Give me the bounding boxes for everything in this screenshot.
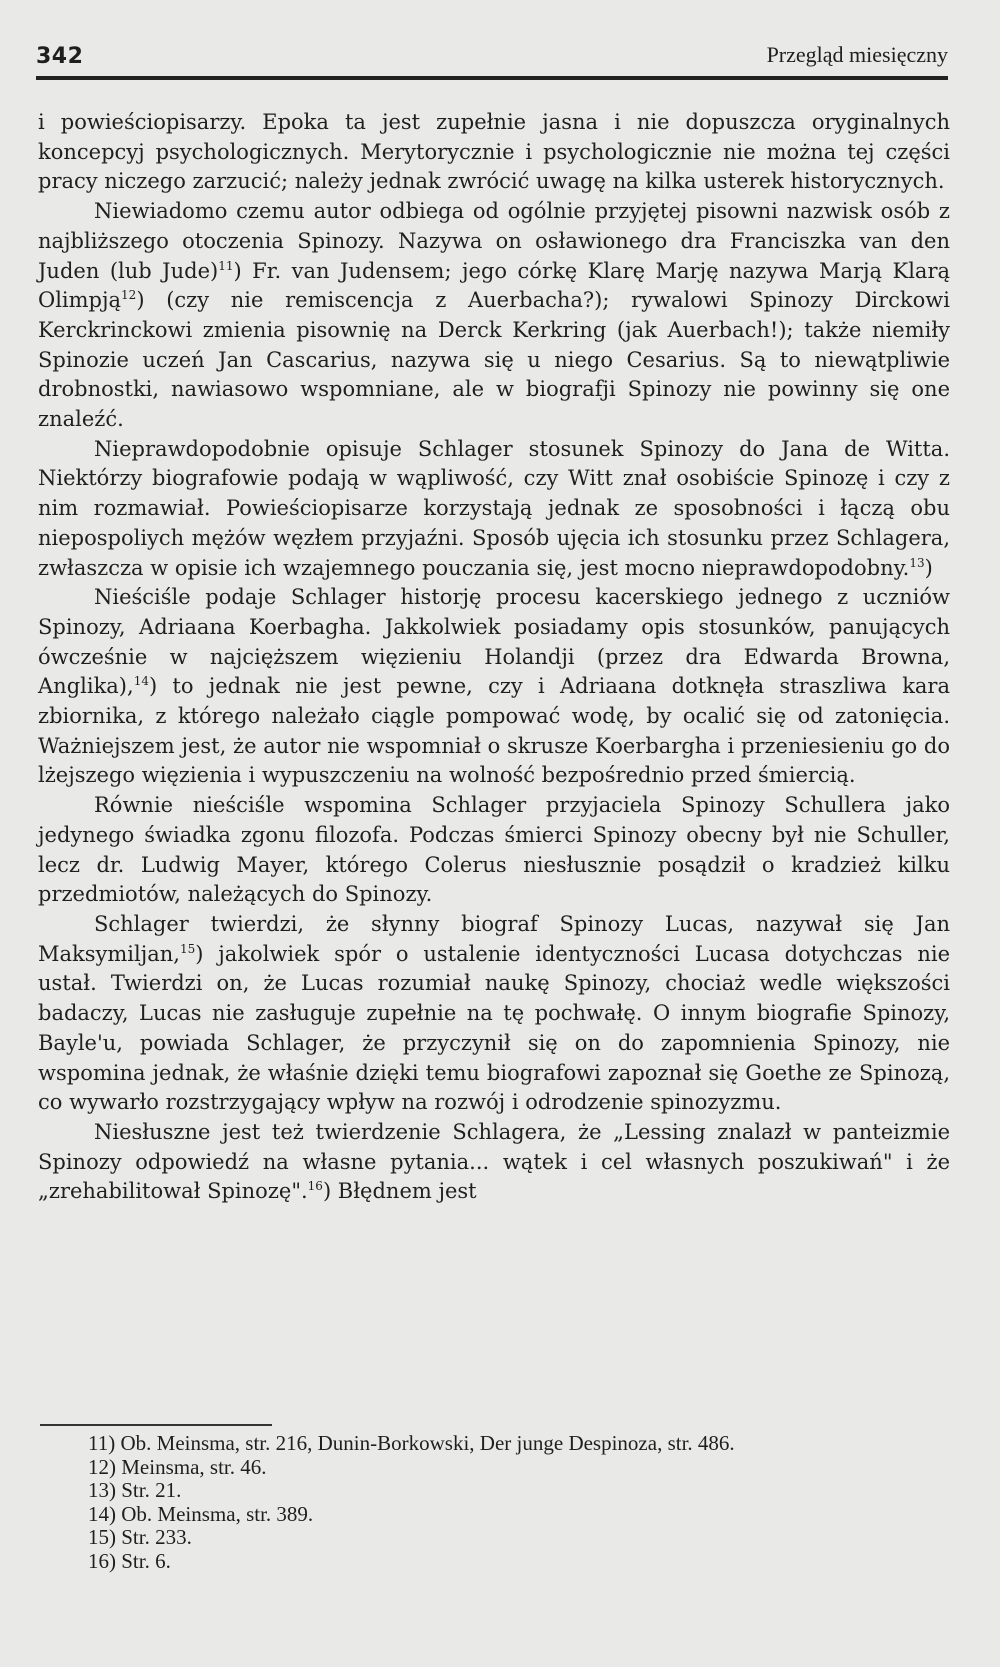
page-header (36, 40, 948, 74)
footnote-ref: 16 (307, 1179, 323, 1194)
footnote-text: ) Meinsma, str. 46. (109, 1454, 267, 1479)
paragraph-text: Niewiadomo czemu autor odbiega od ogólnie przyjętej pisowni nazwisk osób z najbliższego otoczenia Spinozy. Nazywa on osławionego dra Franciszka van den Juden (lub Jude) (38, 199, 950, 283)
footnote (38, 1432, 950, 1456)
footnote-ref: 13 (909, 555, 925, 570)
footnote (38, 1479, 950, 1503)
paragraph-text: ) jakolwiek spór o ustalenie identyczności Lucasa dotychczas nie ustał. Twierdzi on, że Lucas rozumiał naukę Spinozy, chociaż wedle większości badaczy, Lucas nie zasługuje zupełnie na tę pochwałę. O innym biografie Spinozy, Bayle'u, powiada Schlager, że przyczynił się on do zapomnienia Spinozy, nie wspomina jednak, że właśnie dzięki temu biografowi zapoznał się Goethe ze Spinozą, co wywarło rozstrzygający wpływ na rozwój i odrodzenie spinozyzmu. (38, 941, 950, 1115)
paragraph (38, 1118, 950, 1207)
paragraph-text: Nieprawdopodobnie opisuje Schlager stosunek Spinozy do Jana de Witta. Niektórzy biografowie podają w wąpliwość, czy Witt znał osobiście Spinozę i czy z nim rozmawiał. Powieściopisarze korzystają jednak ze sposobności i łączą obu niepospoliych mężów węzłem przyjaźni. Sposób ujęcia ich stosunku przez Schlagera, zwłaszcza w opisie ich wzajemnego pouczania się, jest mocno nieprawdopodobny. (38, 436, 950, 580)
paragraph (38, 108, 950, 197)
footnote-number: 16 (88, 1548, 109, 1573)
footnote-text: ) Str. 21. (109, 1478, 182, 1502)
footnote-ref: 15 (179, 941, 196, 956)
paragraph-text: Niesłuszne jest też twierdzenie Schlagera, że „Lessing znalazł w panteizmie Spinozy odpowiedź na własne pytania... wątek i cel własnych poszukiwań" i że „zrehabilitował Spinozę". (38, 1119, 950, 1204)
footnote (38, 1550, 950, 1574)
footnote-ref: 14 (133, 674, 149, 689)
footnote-rule (40, 1424, 272, 1426)
footnote-text: ) Str. 6. (109, 1548, 171, 1573)
footnotes (38, 1432, 950, 1573)
running-title: Przegląd miesięczny (766, 42, 948, 67)
footnote-text: ) Str. 233. (109, 1525, 192, 1549)
paragraph (38, 583, 950, 791)
footnote-ref: 11 (218, 258, 234, 273)
footnote (38, 1456, 950, 1480)
paragraph (38, 435, 950, 584)
paragraph-text: Schlager twierdzi, że słynny biograf Spinozy Lucas, nazywał się Jan Maksymiljan, (38, 911, 950, 966)
paragraph (38, 791, 950, 910)
body-text (38, 108, 950, 1207)
paragraph (38, 910, 950, 1118)
paragraph-text: Równie nieściśle wspomina Schlager przyjaciela Spinozy Schullera jako jedynego świadka zgonu filozofa. Podczas śmierci Spinozy obecny był nie Schuller, lecz dr. Ludwig Mayer, którego Colerus niesłusznie posądził o kradzież kilku przedmiotów, należących do Spinozy. (38, 793, 950, 907)
paragraph-text: Nieściśle podaje Schlager historję procesu kacerskiego jednego z uczniów Spinozy, Adriaana Koerbagha. Jakkolwiek posiadamy opis stosunków, panujących ówcześnie w najcięższem więzieniu Holandji (przez dra Edwarda Browna, Anglika), (38, 585, 950, 699)
footnote-number: 14 (88, 1501, 109, 1526)
footnote-number: 12 (88, 1454, 109, 1479)
footnote (38, 1526, 950, 1550)
footnote-ref: 12 (121, 288, 137, 303)
footnote-text: ) Ob. Meinsma, str. 216, Dunin-Borkowski, Der junge Despinoza, str. 486. (108, 1431, 735, 1455)
footnote (38, 1503, 950, 1527)
header-rule (36, 76, 948, 80)
paragraph (38, 197, 950, 435)
footnote-number: 11 (88, 1431, 109, 1455)
paragraph-text: ) Fr. van Judensem; jego córkę Klarę Marję nazywa Marją Klarą Olimpją (38, 258, 951, 313)
footnote-number: 13 (88, 1478, 109, 1502)
paragraph-text: ) Błędnem jest (322, 1179, 477, 1204)
footnote-number: 15 (88, 1525, 109, 1549)
paragraph-text: ) to jednak nie jest pewne, czy i Adriaana dotknęła straszliwa kara zbiornika, z którego należało ciągle pompować wodę, by ocalić się od zatonięcia. Ważniejszem jest, że autor nie wspomniał o skrusze Koerbargha i przeniesieniu go do lżejszego więzienia i wypuszczeniu na wolność bezpośrednio przed śmiercią. (38, 674, 950, 788)
page-number: 342 (36, 44, 84, 69)
paragraph-text: i powieściopisarzy. Epoka ta jest zupełnie jasna i nie dopuszcza oryginalnych koncepcyj psychologicznych. Merytorycznie i psychologicznie nie można tej części pracy niczego zarzucić; należy jednak zwrócić uwagę na kilka usterek historycznych. (38, 110, 950, 194)
footnote-text: ) Ob. Meinsma, str. 389. (109, 1501, 314, 1526)
paragraph-text: ) (924, 555, 933, 580)
paragraph-text: ) (czy nie remiscencja z Auerbacha?); rywalowi Spinozy Dirckowi Kerckrinckowi zmienia pisownię na Derck Kerkring (jak Auerbach!); także niemiły Spinozie uczeń Jan Cascarius, nazywa się u niego Cesarius. Są to niewątpliwie drobnostki, nawiasowo wspomniane, ale w biografji Spinozy nie powinny się one znaleźć. (38, 288, 950, 432)
